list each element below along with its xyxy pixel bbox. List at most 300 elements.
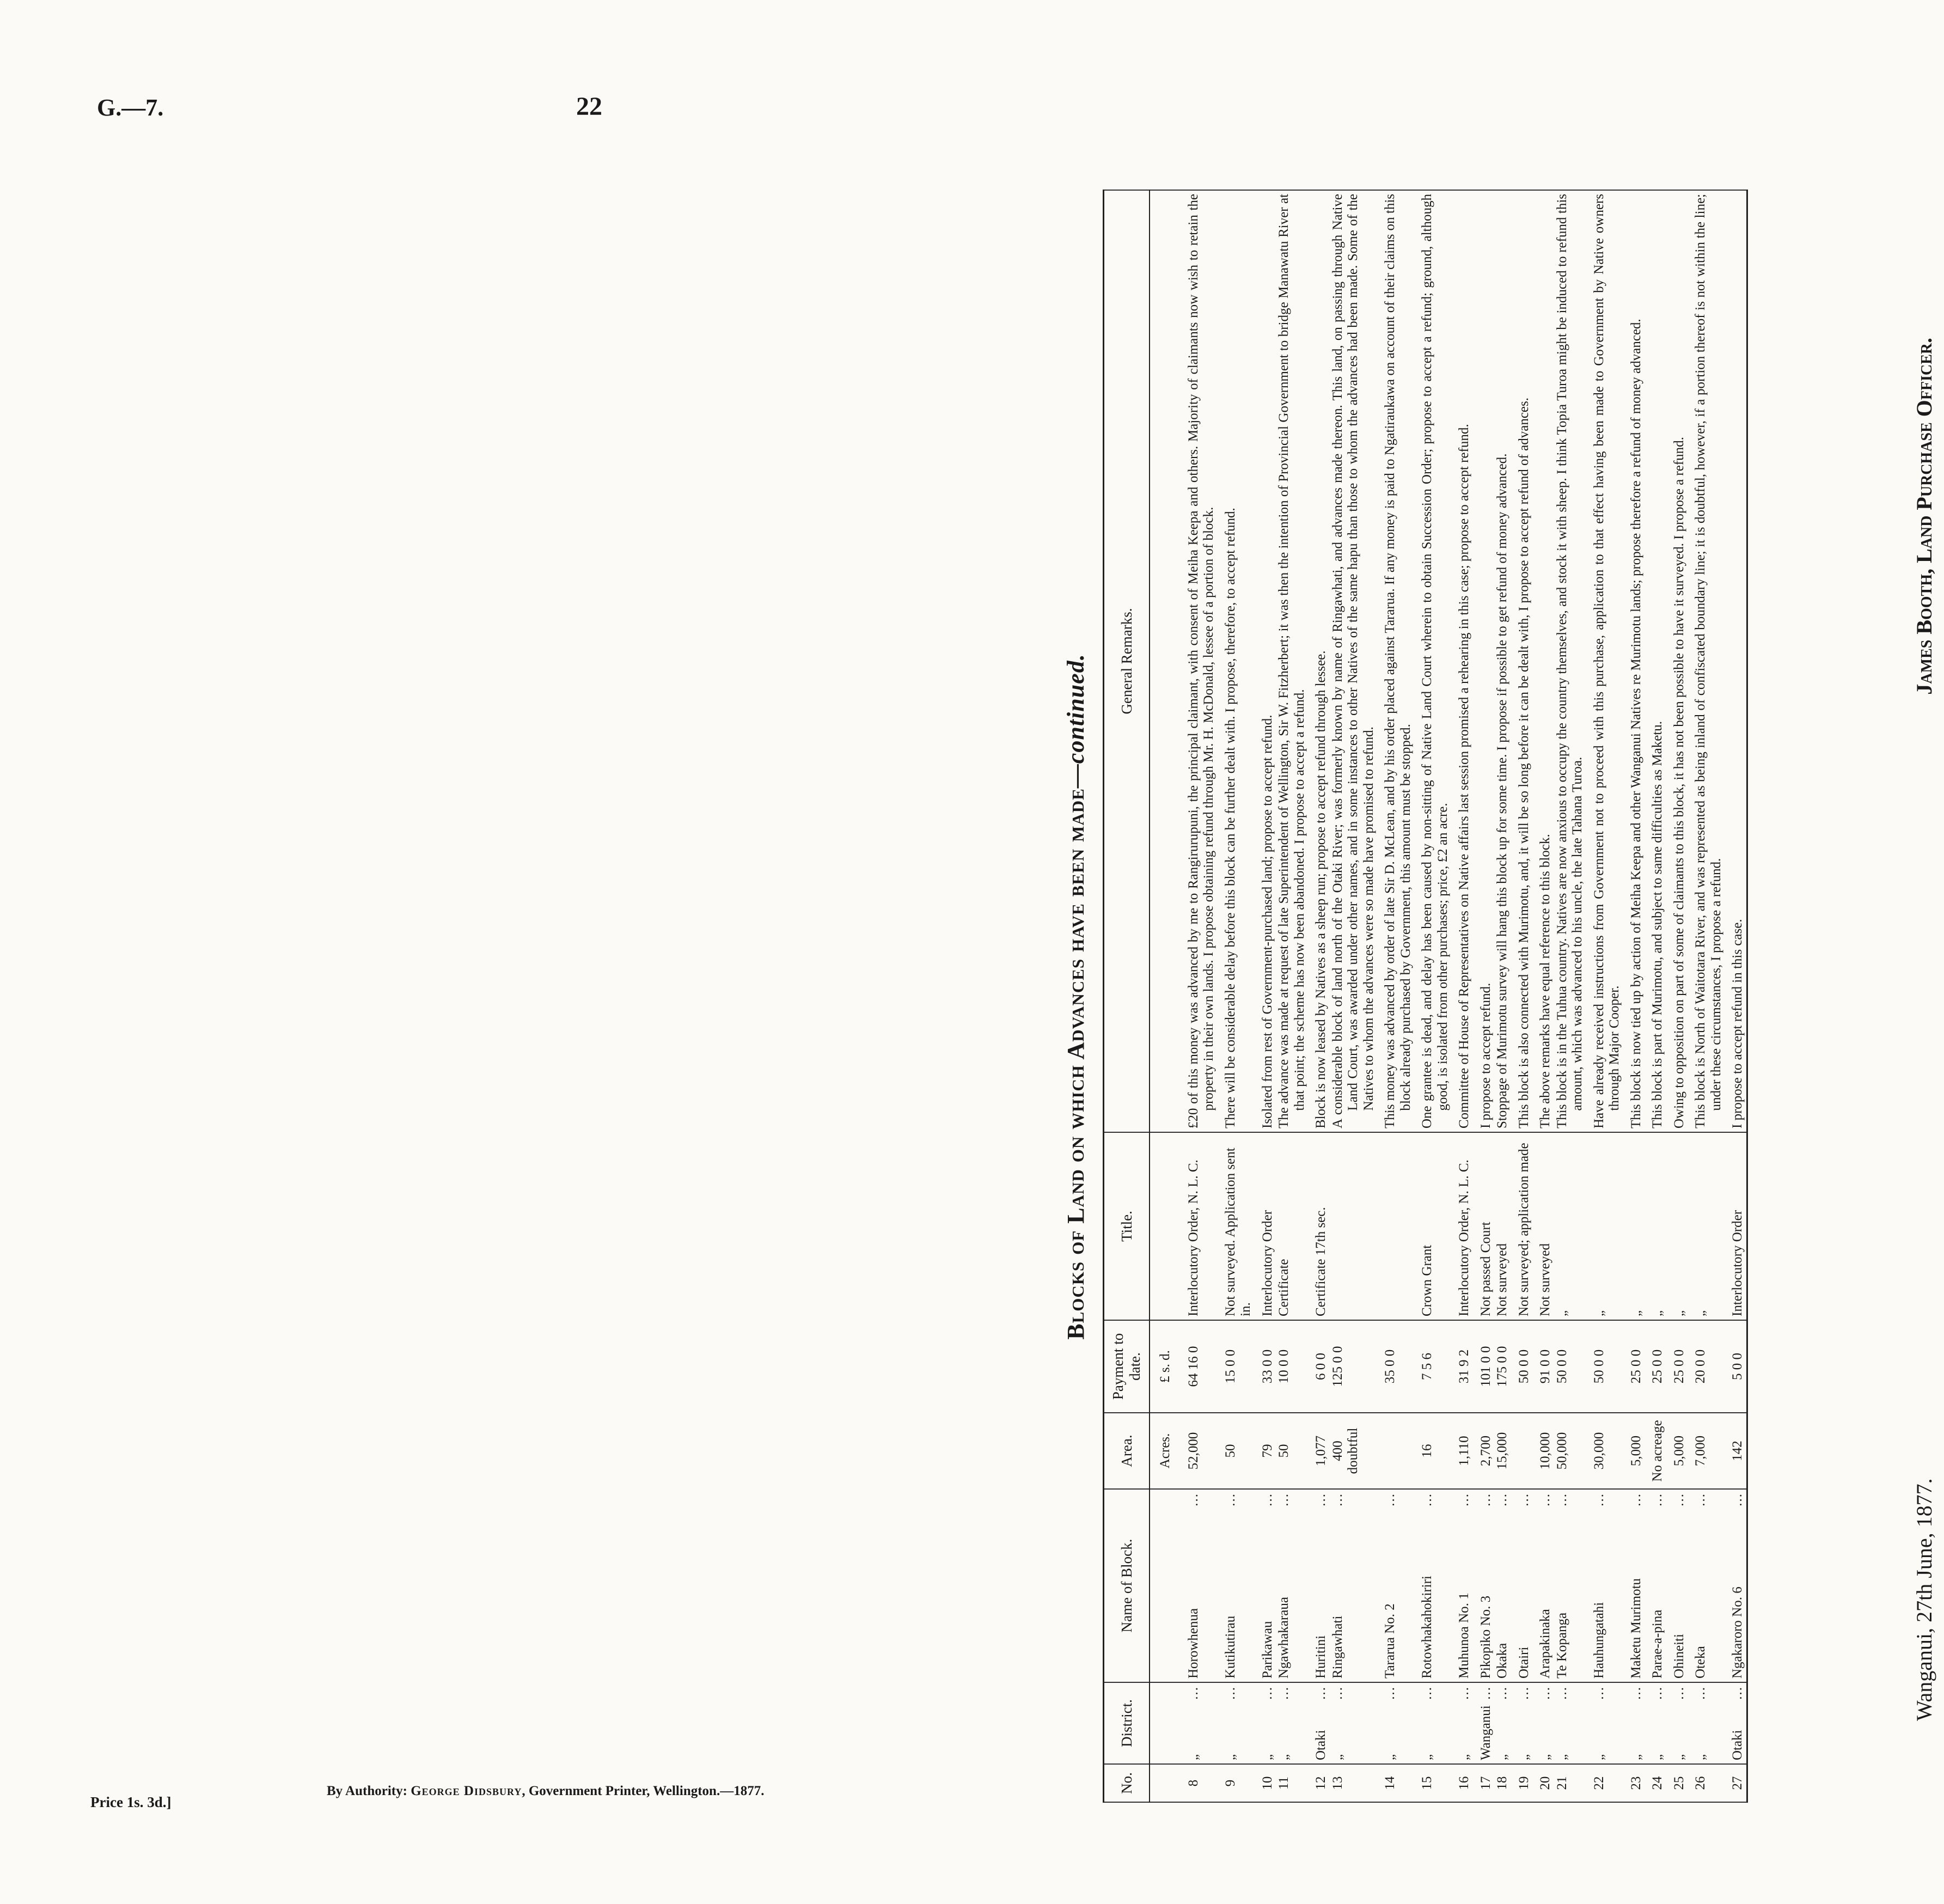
row-block-name bbox=[1623, 1489, 1645, 1682]
row-remarks-text: This money was advanced by order of late Sir D. McLean, and by his order placed against Tararua. If any money is paid to Ngatiraukawa on account of their claims on this block already purchased by Government, this amount must be stopped. bbox=[1383, 194, 1413, 1128]
row-payment-text: 20 0 0 bbox=[1693, 1349, 1708, 1384]
row-number bbox=[1218, 1764, 1255, 1802]
row-number bbox=[1377, 1764, 1414, 1802]
row-remarks-text: Block is now leased by Natives as a sheep run; propose to accept refund through lessee. bbox=[1313, 650, 1328, 1128]
leader-dots: ... bbox=[1478, 1686, 1493, 1700]
row-payment bbox=[1377, 1320, 1414, 1413]
leader-dots: ... bbox=[1516, 1686, 1531, 1700]
leader-dots: ... bbox=[1591, 1493, 1606, 1506]
row-payment bbox=[1688, 1320, 1725, 1413]
place-date: Wanganui, 27th June, 1877. bbox=[1912, 1478, 1936, 1721]
row-district bbox=[1623, 1682, 1645, 1764]
row-title bbox=[1174, 1132, 1218, 1320]
row-number-text: 9 bbox=[1222, 1779, 1238, 1787]
row-area-text: 50 bbox=[1222, 1444, 1238, 1458]
row-block-name-text: Horowhenua bbox=[1185, 1608, 1201, 1679]
row-remarks-text: I propose to accept refund. bbox=[1478, 982, 1493, 1128]
row-block-name-text: Rotowhakahokiriri bbox=[1420, 1576, 1434, 1679]
units-row bbox=[1150, 190, 1174, 1802]
row-district bbox=[1725, 1682, 1747, 1764]
row-title bbox=[1586, 1132, 1623, 1320]
row-number bbox=[1666, 1764, 1688, 1802]
row-remarks-text: This block is in the Tuhua country. Natives are now anxious to occupy the country themselves, and stock it with sheep. I think Topia Turoa might be induced to refund this amount, which was advanced to his uncle, the late Tahana Turoa. bbox=[1554, 194, 1585, 1128]
row-number bbox=[1688, 1764, 1725, 1802]
row-remarks-text: This block is North of Waitotara River, and was represented as being inland of confiscated boundary line; it is doubtful, however, if a portion thereof is not within the line; under these circumstances, I propose a refund. bbox=[1693, 194, 1723, 1128]
column-header-remarks: General Remarks. bbox=[1104, 190, 1150, 1132]
row-block-name-text: Parae-a-pina bbox=[1650, 1609, 1665, 1679]
leader-dots: ... bbox=[1383, 1686, 1397, 1700]
row-district-text: „ bbox=[1628, 1754, 1643, 1760]
row-remarks bbox=[1255, 190, 1276, 1132]
printer-name: George Didsbury bbox=[411, 1784, 522, 1798]
row-block-name bbox=[1330, 1489, 1378, 1682]
row-block-name-text: Parikawau bbox=[1260, 1621, 1275, 1679]
row-area bbox=[1532, 1413, 1554, 1489]
row-block-name-text: Oteka bbox=[1693, 1646, 1708, 1679]
row-payment-text: 50 0 0 bbox=[1554, 1349, 1569, 1384]
column-header-district: District. bbox=[1104, 1682, 1150, 1764]
row-title bbox=[1494, 1132, 1511, 1320]
row-district bbox=[1308, 1682, 1330, 1764]
row-area-text: 15,000 bbox=[1495, 1432, 1509, 1470]
row-payment-text: 25 0 0 bbox=[1650, 1349, 1665, 1384]
row-title-text: Not surveyed bbox=[1538, 1243, 1552, 1316]
row-payment-text: 101 0 0 bbox=[1478, 1346, 1493, 1387]
leader-dots: ... bbox=[1628, 1686, 1643, 1700]
row-area bbox=[1473, 1413, 1495, 1489]
row-area-text: 142 bbox=[1730, 1441, 1745, 1461]
row-area-text: 50 bbox=[1276, 1444, 1291, 1458]
row-area-text: 79 bbox=[1260, 1444, 1275, 1458]
row-remarks-text: Have already received instructions from Government not to proceed with this purchase, application to that effect having been made to Government by Native owners through Major Cooper. bbox=[1591, 194, 1622, 1128]
row-district bbox=[1218, 1682, 1255, 1764]
row-payment-text: 10 0 0 bbox=[1276, 1349, 1291, 1384]
page-number: 22 bbox=[576, 92, 602, 121]
leader-dots: ... bbox=[1457, 1686, 1471, 1700]
row-payment bbox=[1174, 1320, 1218, 1413]
row-title-text: Interlocutory Order, N. L. C. bbox=[1185, 1160, 1201, 1316]
row-area bbox=[1623, 1413, 1645, 1489]
row-payment bbox=[1532, 1320, 1554, 1413]
leader-dots: ... bbox=[1671, 1493, 1686, 1506]
row-district-text: „ bbox=[1420, 1754, 1434, 1760]
table-row bbox=[1494, 190, 1511, 1802]
row-remarks-text: This block is also connected with Murimotu, and, it will be so long before it can be dealt with, I propose to accept refund of advances. bbox=[1516, 398, 1531, 1128]
row-payment-text: 35 0 0 bbox=[1383, 1349, 1397, 1384]
leader-dots: ... bbox=[1222, 1493, 1238, 1506]
row-block-name bbox=[1414, 1489, 1451, 1682]
row-district-text: „ bbox=[1495, 1754, 1509, 1760]
row-block-name bbox=[1554, 1489, 1586, 1682]
row-area-text: 52,000 bbox=[1185, 1432, 1201, 1470]
row-block-name-text: Pikopiko No. 3 bbox=[1478, 1595, 1493, 1679]
table-row bbox=[1688, 190, 1725, 1802]
row-payment bbox=[1554, 1320, 1586, 1413]
row-remarks bbox=[1666, 190, 1688, 1132]
row-title bbox=[1688, 1132, 1725, 1320]
row-block-name bbox=[1511, 1489, 1533, 1682]
row-payment bbox=[1218, 1320, 1255, 1413]
row-remarks bbox=[1725, 190, 1747, 1132]
row-area bbox=[1255, 1413, 1276, 1489]
row-number-text: 26 bbox=[1693, 1776, 1708, 1790]
row-remarks bbox=[1174, 190, 1218, 1132]
row-title-text: Not surveyed; application made bbox=[1516, 1143, 1531, 1316]
row-remarks bbox=[1688, 190, 1725, 1132]
row-number-text: 23 bbox=[1628, 1776, 1643, 1790]
row-payment bbox=[1276, 1320, 1308, 1413]
row-district-text: „ bbox=[1650, 1754, 1665, 1760]
table-row bbox=[1451, 190, 1473, 1802]
column-header-area: Area. bbox=[1104, 1413, 1150, 1489]
row-remarks bbox=[1623, 190, 1645, 1132]
row-remarks bbox=[1554, 190, 1586, 1132]
leader-dots: ... bbox=[1671, 1686, 1686, 1700]
row-area-text: 400 doubtful bbox=[1330, 1427, 1360, 1474]
row-remarks-text: This block is part of Murimotu, and subject to same difficulties as Maketu. bbox=[1650, 721, 1665, 1128]
row-number bbox=[1623, 1764, 1645, 1802]
row-block-name-text: Ringawhati bbox=[1330, 1615, 1345, 1679]
row-payment bbox=[1623, 1320, 1645, 1413]
leader-dots: ... bbox=[1591, 1686, 1606, 1700]
row-number-text: 20 bbox=[1538, 1776, 1552, 1790]
officer-signature: James Booth, Land Purchase Officer. bbox=[1912, 338, 1936, 695]
row-district-text: Otaki bbox=[1730, 1730, 1745, 1760]
leader-dots: ... bbox=[1538, 1493, 1552, 1506]
units-cell bbox=[1150, 1489, 1174, 1682]
price-note: Price 1s. 3d.] bbox=[90, 1794, 172, 1810]
row-remarks bbox=[1451, 190, 1473, 1132]
leader-dots: ... bbox=[1516, 1493, 1531, 1506]
row-title-text: „ bbox=[1628, 1310, 1643, 1316]
row-payment bbox=[1414, 1320, 1451, 1413]
row-title bbox=[1473, 1132, 1495, 1320]
leader-dots: ... bbox=[1185, 1686, 1201, 1700]
row-district bbox=[1330, 1682, 1378, 1764]
row-block-name bbox=[1586, 1489, 1623, 1682]
leader-dots: ... bbox=[1457, 1493, 1471, 1506]
leader-dots: ... bbox=[1260, 1493, 1275, 1506]
row-remarks-text: The above remarks have equal reference to this block. bbox=[1538, 834, 1552, 1128]
row-block-name bbox=[1494, 1489, 1511, 1682]
row-title bbox=[1255, 1132, 1276, 1320]
row-payment-text: 31 9 2 bbox=[1457, 1349, 1471, 1384]
row-area bbox=[1218, 1413, 1255, 1489]
row-title-text: „ bbox=[1650, 1310, 1665, 1316]
row-area bbox=[1308, 1413, 1330, 1489]
row-district-text: „ bbox=[1693, 1754, 1708, 1760]
row-payment bbox=[1725, 1320, 1747, 1413]
row-number bbox=[1532, 1764, 1554, 1802]
row-payment bbox=[1511, 1320, 1533, 1413]
row-payment-text: 91 0 0 bbox=[1538, 1349, 1552, 1384]
table-row bbox=[1725, 190, 1747, 1802]
row-payment-text: 6 0 0 bbox=[1313, 1353, 1328, 1380]
row-title bbox=[1218, 1132, 1255, 1320]
row-payment-text: 64 16 0 bbox=[1185, 1346, 1201, 1387]
row-block-name bbox=[1688, 1489, 1725, 1682]
table-row bbox=[1377, 190, 1414, 1802]
row-remarks-text: Isolated from rest of Government-purchased land; propose to accept refund. bbox=[1260, 715, 1275, 1128]
row-title bbox=[1276, 1132, 1308, 1320]
row-payment-text: 25 0 0 bbox=[1628, 1349, 1643, 1384]
leader-dots: ... bbox=[1730, 1686, 1745, 1700]
row-remarks-text: There will be considerable delay before this block can be further dealt with. I propose, therefore, to accept refund. bbox=[1222, 508, 1238, 1128]
row-block-name-text: Maketu Murimotu bbox=[1628, 1578, 1643, 1679]
row-area-text: 2,700 bbox=[1478, 1435, 1493, 1467]
row-number-text: 21 bbox=[1554, 1776, 1569, 1790]
row-number-text: 14 bbox=[1383, 1776, 1397, 1790]
leader-dots: ... bbox=[1330, 1493, 1345, 1506]
row-district bbox=[1255, 1682, 1276, 1764]
row-remarks bbox=[1276, 190, 1308, 1132]
row-area bbox=[1330, 1413, 1378, 1489]
row-area-text: No acreage bbox=[1650, 1420, 1665, 1482]
row-district-text: „ bbox=[1222, 1754, 1238, 1760]
row-district-text: Wanganui bbox=[1478, 1705, 1493, 1760]
row-block-name-text: Okaka bbox=[1495, 1643, 1509, 1679]
row-area-text: 30,000 bbox=[1591, 1432, 1606, 1470]
row-title-text: Not surveyed. Application sent in. bbox=[1222, 1148, 1253, 1316]
row-block-name bbox=[1645, 1489, 1666, 1682]
leader-dots: ... bbox=[1693, 1493, 1708, 1506]
row-title bbox=[1308, 1132, 1330, 1320]
row-payment-text: 33 0 0 bbox=[1260, 1349, 1275, 1384]
row-district bbox=[1532, 1682, 1554, 1764]
table-row bbox=[1174, 190, 1218, 1802]
row-area-text: 1,110 bbox=[1457, 1436, 1471, 1466]
row-number-text: 8 bbox=[1185, 1779, 1201, 1787]
row-block-name bbox=[1174, 1489, 1218, 1682]
row-number bbox=[1451, 1764, 1473, 1802]
rotated-table-area bbox=[1062, 158, 1944, 1803]
row-block-name bbox=[1276, 1489, 1308, 1682]
row-title-text: „ bbox=[1554, 1310, 1569, 1316]
row-district-text: „ bbox=[1185, 1754, 1201, 1760]
row-number bbox=[1276, 1764, 1308, 1802]
row-title-text: Crown Grant bbox=[1420, 1244, 1434, 1316]
units-cell bbox=[1150, 190, 1174, 1132]
row-title bbox=[1511, 1132, 1533, 1320]
row-area bbox=[1688, 1413, 1725, 1489]
row-number bbox=[1473, 1764, 1495, 1802]
row-number bbox=[1645, 1764, 1666, 1802]
row-remarks-text: Stoppage of Murimotu survey will hang this block up for some time. I propose if possible to get refund of money advanced. bbox=[1495, 453, 1509, 1128]
row-area bbox=[1725, 1413, 1747, 1489]
row-block-name-text: Muhunoa No. 1 bbox=[1457, 1592, 1471, 1679]
leader-dots: ... bbox=[1538, 1686, 1552, 1700]
row-payment bbox=[1308, 1320, 1330, 1413]
row-payment bbox=[1494, 1320, 1511, 1413]
row-title bbox=[1451, 1132, 1473, 1320]
row-payment-text: 125 0 0 bbox=[1330, 1346, 1345, 1387]
leader-dots: ... bbox=[1420, 1686, 1434, 1700]
row-number bbox=[1414, 1764, 1451, 1802]
row-title bbox=[1532, 1132, 1554, 1320]
row-remarks bbox=[1330, 190, 1378, 1132]
leader-dots: ... bbox=[1330, 1686, 1345, 1700]
row-district bbox=[1586, 1682, 1623, 1764]
row-block-name bbox=[1377, 1489, 1414, 1682]
row-area bbox=[1586, 1413, 1623, 1489]
table-row bbox=[1308, 190, 1330, 1802]
leader-dots: ... bbox=[1478, 1493, 1493, 1506]
row-payment-text: 50 0 0 bbox=[1591, 1349, 1606, 1384]
row-payment bbox=[1586, 1320, 1623, 1413]
row-district bbox=[1451, 1682, 1473, 1764]
area-unit-label: Acres. bbox=[1150, 1413, 1174, 1489]
row-remarks bbox=[1414, 190, 1451, 1132]
table-row bbox=[1511, 190, 1533, 1802]
row-payment bbox=[1666, 1320, 1688, 1413]
row-remarks-text: I propose to accept refund in this case. bbox=[1730, 919, 1745, 1128]
row-district-text: „ bbox=[1554, 1754, 1569, 1760]
row-title bbox=[1330, 1132, 1378, 1320]
row-remarks bbox=[1377, 190, 1414, 1132]
table-row bbox=[1623, 190, 1645, 1802]
row-block-name bbox=[1308, 1489, 1330, 1682]
column-header-payment: Payment to date. bbox=[1104, 1320, 1150, 1413]
leader-dots: ... bbox=[1313, 1686, 1328, 1700]
row-number-text: 12 bbox=[1313, 1776, 1328, 1790]
row-title-text: Certificate bbox=[1276, 1259, 1291, 1316]
row-remarks-text: This block is now tied up by action of Meiha Keepa and other Wanganui Natives re Murimotu lands; propose therefore a refund of money advanced. bbox=[1628, 319, 1643, 1128]
land-blocks-table bbox=[1103, 190, 1748, 1803]
row-district bbox=[1174, 1682, 1218, 1764]
row-number-text: 13 bbox=[1330, 1776, 1345, 1790]
row-number-text: 24 bbox=[1650, 1776, 1665, 1790]
row-remarks bbox=[1494, 190, 1511, 1132]
table-header-row bbox=[1104, 190, 1150, 1802]
printer-suffix: , Government Printer, Wellington.—1877. bbox=[522, 1784, 765, 1798]
table-row bbox=[1586, 190, 1623, 1802]
row-area-text: 10,000 bbox=[1538, 1432, 1552, 1470]
row-number bbox=[1586, 1764, 1623, 1802]
leader-dots: ... bbox=[1383, 1493, 1397, 1506]
row-payment bbox=[1473, 1320, 1495, 1413]
row-title bbox=[1554, 1132, 1586, 1320]
table-row bbox=[1554, 190, 1586, 1802]
row-area bbox=[1645, 1413, 1666, 1489]
row-number bbox=[1330, 1764, 1378, 1802]
row-area bbox=[1451, 1413, 1473, 1489]
row-block-name bbox=[1725, 1489, 1747, 1682]
row-area bbox=[1666, 1413, 1688, 1489]
row-district-text: „ bbox=[1330, 1754, 1345, 1760]
row-remarks-text: £20 of this money was advanced by me to Rangirurupuni, the principal claimant, with consent of Meiha Keepa and others. Majority of claimants now wish to retain the property in their own lands. I propose obtaining refund through Mr. H. McDonald, lessee of a portion of block. bbox=[1185, 194, 1216, 1128]
row-area bbox=[1174, 1413, 1218, 1489]
row-number-text: 11 bbox=[1276, 1776, 1291, 1790]
table-row bbox=[1473, 190, 1495, 1802]
row-district-text: Otaki bbox=[1313, 1730, 1328, 1760]
table-row bbox=[1218, 190, 1255, 1802]
leader-dots: ... bbox=[1495, 1686, 1509, 1700]
row-number bbox=[1511, 1764, 1533, 1802]
table-row bbox=[1666, 190, 1688, 1802]
row-title-text: Interlocutory Order, N. L. C. bbox=[1457, 1160, 1471, 1316]
row-title bbox=[1377, 1132, 1414, 1320]
row-block-name-text: Arapakinaka bbox=[1538, 1609, 1552, 1679]
row-block-name bbox=[1666, 1489, 1688, 1682]
table-row bbox=[1532, 190, 1554, 1802]
row-area bbox=[1377, 1413, 1414, 1489]
leader-dots: ... bbox=[1650, 1686, 1665, 1700]
row-district bbox=[1511, 1682, 1533, 1764]
table-row bbox=[1414, 190, 1451, 1802]
row-payment bbox=[1451, 1320, 1473, 1413]
column-header-title: Title. bbox=[1104, 1132, 1150, 1320]
row-number-text: 17 bbox=[1478, 1776, 1493, 1790]
printer-imprint bbox=[327, 1784, 764, 1799]
row-block-name-text: Tararua No. 2 bbox=[1383, 1603, 1397, 1679]
row-block-name-text: Ngawhakaraua bbox=[1276, 1597, 1291, 1679]
row-number bbox=[1255, 1764, 1276, 1802]
leader-dots: ... bbox=[1650, 1493, 1665, 1506]
row-block-name-text: Ngakaroro No. 6 bbox=[1730, 1586, 1745, 1679]
row-district-text: „ bbox=[1457, 1754, 1471, 1760]
row-block-name-text: Hauhungatahi bbox=[1591, 1602, 1606, 1679]
row-number bbox=[1725, 1764, 1747, 1802]
printer-prefix: By Authority: bbox=[327, 1784, 407, 1798]
leader-dots: ... bbox=[1554, 1493, 1569, 1506]
leader-dots: ... bbox=[1276, 1686, 1291, 1700]
row-title-text: Not passed Court bbox=[1478, 1222, 1493, 1316]
units-cell bbox=[1150, 1764, 1174, 1802]
row-payment-text: 50 0 0 bbox=[1516, 1349, 1531, 1384]
row-remarks bbox=[1511, 190, 1533, 1132]
row-title-text: Not surveyed bbox=[1495, 1243, 1509, 1316]
leader-dots: ... bbox=[1495, 1493, 1509, 1506]
row-remarks bbox=[1532, 190, 1554, 1132]
leader-dots: ... bbox=[1222, 1686, 1238, 1700]
table-row bbox=[1276, 190, 1308, 1802]
row-block-name bbox=[1532, 1489, 1554, 1682]
row-payment-text: 7 5 6 bbox=[1420, 1353, 1434, 1380]
table-title: Blocks of Land on which Advances have been made—continued. bbox=[1062, 654, 1089, 1340]
row-district bbox=[1473, 1682, 1495, 1764]
leader-dots: ... bbox=[1554, 1686, 1569, 1700]
row-number-text: 16 bbox=[1457, 1776, 1471, 1790]
row-remarks-text: One grantee is dead, and delay has been caused by non-sitting of Native Land Court wherein to obtain Succession Order; propose to accept a refund; ground, although good, is isolated from other purchases; price, £2 an acre. bbox=[1420, 194, 1450, 1128]
row-number bbox=[1494, 1764, 1511, 1802]
row-number-text: 10 bbox=[1260, 1776, 1275, 1790]
row-district bbox=[1666, 1682, 1688, 1764]
table-title-continued: continued. bbox=[1062, 654, 1089, 764]
row-block-name-text: Te Kopanga bbox=[1554, 1612, 1569, 1679]
row-title-text: „ bbox=[1591, 1310, 1606, 1316]
row-remarks bbox=[1586, 190, 1623, 1132]
row-area-text: 5,000 bbox=[1628, 1435, 1643, 1467]
row-district-text: „ bbox=[1260, 1754, 1275, 1760]
table-row bbox=[1330, 190, 1378, 1802]
row-area bbox=[1494, 1413, 1511, 1489]
row-block-name-text: Ohineiti bbox=[1671, 1634, 1686, 1679]
row-district-text: „ bbox=[1516, 1754, 1531, 1760]
row-district-text: „ bbox=[1538, 1754, 1552, 1760]
row-payment bbox=[1255, 1320, 1276, 1413]
row-remarks-text: Owing to opposition on part of some of claimants to this block, it has not been possible to have it surveyed. I propose a refund. bbox=[1671, 437, 1686, 1128]
row-area bbox=[1554, 1413, 1586, 1489]
page-series-code: G.—7. bbox=[97, 94, 164, 121]
row-payment-text: 175 0 0 bbox=[1495, 1346, 1509, 1387]
row-number-text: 15 bbox=[1420, 1776, 1434, 1790]
table-row bbox=[1645, 190, 1666, 1802]
leader-dots: ... bbox=[1730, 1493, 1745, 1506]
row-remarks-text: The advance was made at request of late Superintendent of Wellington, Sir W. Fitzherbert; it was then the intention of Provincial Government to bridge Manawatu River at that point; the scheme has now been abandoned. I propose to accept a refund. bbox=[1276, 194, 1307, 1128]
row-number-text: 25 bbox=[1671, 1776, 1686, 1790]
table-row bbox=[1255, 190, 1276, 1802]
row-remarks-text: Committee of House of Representatives on Native affairs last session promised a rehearing in this case; propose to accept refund. bbox=[1457, 424, 1471, 1128]
